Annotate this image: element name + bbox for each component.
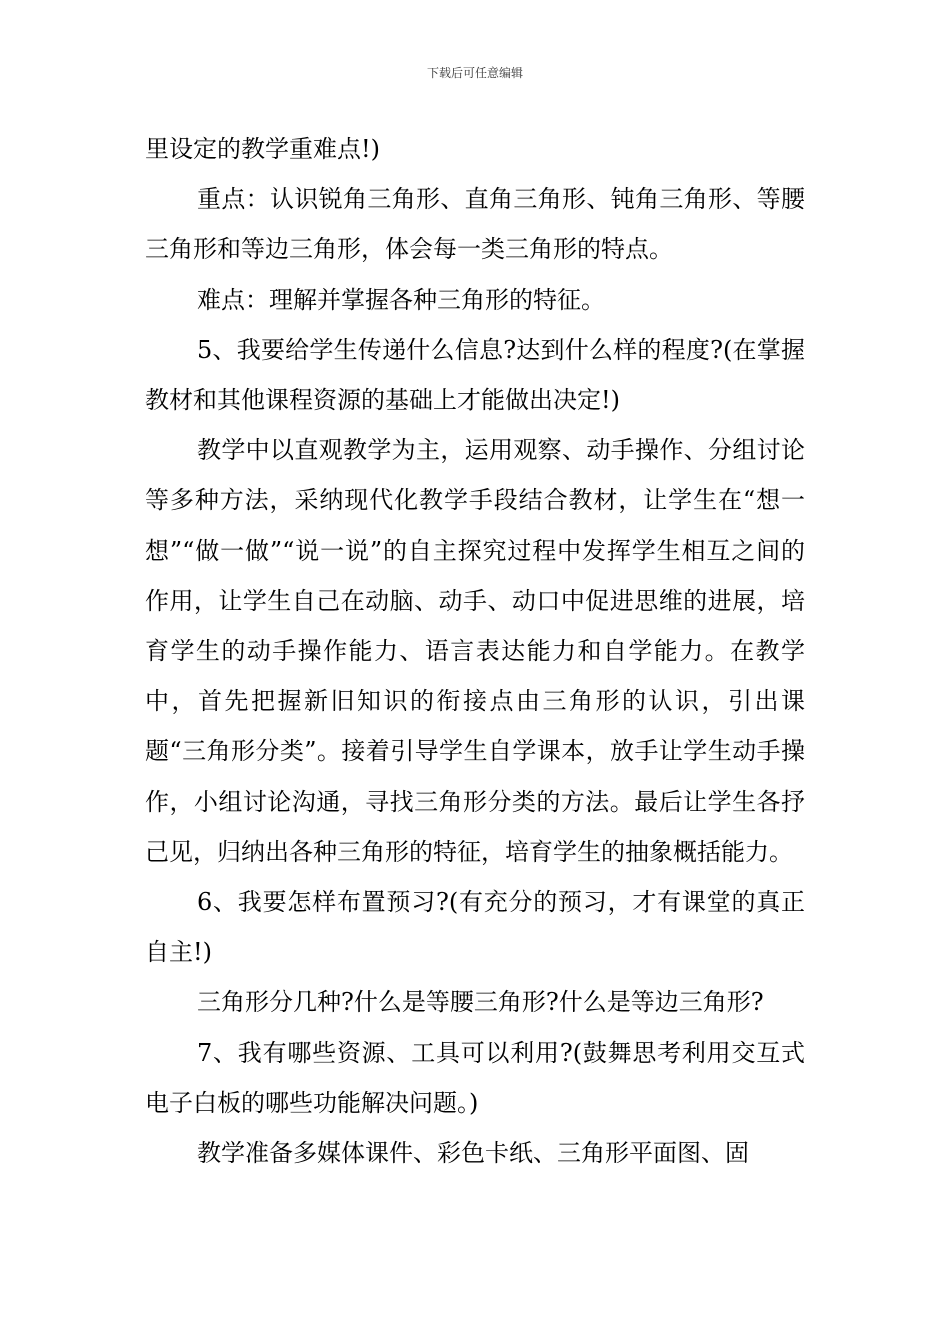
- paragraph-teaching-materials: 教学准备多媒体课件、彩色卡纸、三角形平面图、固: [197, 1139, 749, 1168]
- paragraph-continuation: 里设定的教学重难点!): [145, 135, 381, 163]
- paragraph-question-5: 5、我要给学生传递什么信息?达到什么样的程度?(在掌握教材和其他课程资源的基础上才能做出决定!): [145, 335, 805, 415]
- paragraph-preview-questions: 三角形分几种?什么是等腰三角形?什么是等边三角形?: [197, 988, 764, 1017]
- paragraph-question-6: 6、我要怎样布置预习?(有充分的预习，才有课堂的真正自主!): [145, 888, 805, 967]
- paragraph-teaching-method: 教学中以直观教学为主，运用观察、动手操作、分组讨论等多种方法，采纳现代化教学手段结合教材，让学生在“想一想”“做一做”“说一说”的自主探究过程中发挥学生相互之间的作用，让学生自己在动脑、动手、动口中促进思维的进展，培育学生的动手操作能力、语言表达能力和自学能力。在教学中，首先把握新旧知识的衔接点由三角形的认识，引出课题“三角形分类”。接着引导学生自学课本，放手让学生动手操作，小组讨论沟通，寻找三角形分类的方法。最后让学生各抒己见，归纳出各种三角形的特征，培育学生的抽象概括能力。: [145, 436, 805, 866]
- page-header: 下载后可任意编辑: [426, 66, 523, 80]
- paragraph-difficult-points: 难点：理解并掌握各种三角形的特征。: [197, 285, 605, 314]
- document-body: [145, 124, 805, 1178]
- paragraph-question-7: 7、我有哪些资源、工具可以利用?(鼓舞思考利用交互式电子白板的哪些功能解决问题。): [145, 1038, 805, 1117]
- paragraph-key-points: 重点：认识锐角三角形、直角三角形、钝角三角形、等腰三角形和等边三角形，体会每一类三角形的特点。: [145, 185, 805, 264]
